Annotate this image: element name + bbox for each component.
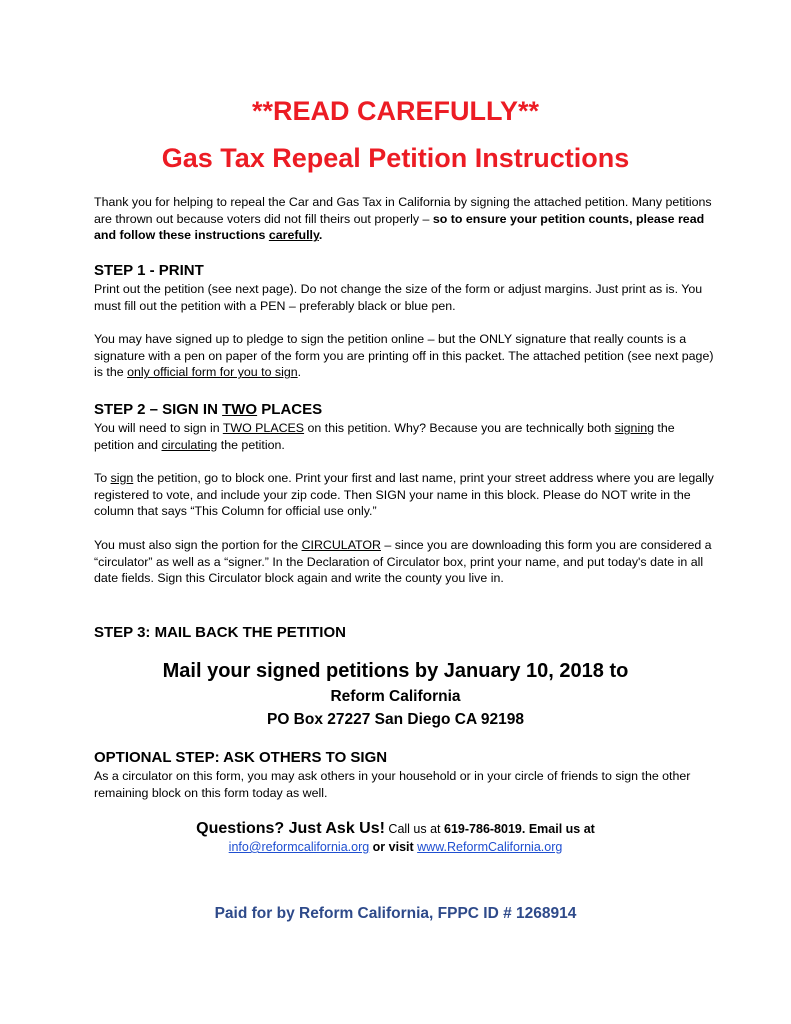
page-title: Gas Tax Repeal Petition Instructions: [161, 143, 630, 173]
step2-paragraph-1: [94, 420, 714, 453]
step2-p3-b: – since you are downloading this form you are considered a “circulator” as well as a “signer.” In the Declaration of Circulator box, print your name, and put today's date in all date fields. Sign this Circulator block again and write the county you live in.: [94, 538, 712, 586]
step2-p1-signing: signing: [614, 421, 654, 435]
step2-p3-a: You must also sign the portion for the: [94, 538, 302, 552]
mail-deadline: Mail your signed petitions by January 10, 2018 to: [162, 660, 629, 682]
step1-heading: STEP 1 - PRINT: [94, 262, 204, 279]
paid-for-disclaimer: Paid for by Reform California, FPPC ID # 1268914: [214, 905, 577, 922]
intro-end: .: [318, 228, 323, 243]
step1-paragraph-1: Print out the petition (see next page). Do not change the size of the form or adjust margins. Just print as is. You must fill out the petition with a PEN – preferably black or blue pen.: [94, 282, 703, 313]
contact-line: [0, 820, 791, 838]
step2-p1-d: the petition.: [217, 437, 285, 452]
optional-step-paragraph: As a circulator on this form, you may ask others in your household or in your circle of friends to sign the other remaining block on this form today as well.: [94, 769, 691, 800]
step1-p2-end: .: [297, 365, 302, 380]
step1-p2-text: You may have signed up to pledge to sign the petition online – but the ONLY signature that really counts is a signature with a pen on paper of the form you are printing off in this packet. The attached petition (see next page) is the: [94, 332, 714, 380]
step2-heading: [94, 401, 322, 418]
read-carefully-heading: **READ CAREFULLY**: [251, 96, 540, 126]
email-link[interactable]: info@reformcalifornia.org: [228, 840, 370, 854]
step2-p1-a: You will need to sign in: [94, 421, 223, 435]
step2-p1-two-places: TWO PLACES: [222, 421, 305, 435]
step2-p1-b: on this petition. Why? Because you are technically both: [304, 421, 615, 435]
email-label: Email us at: [525, 822, 595, 836]
step2-p1-c: the petition and: [94, 421, 675, 452]
step1-paragraph-2: [94, 331, 714, 381]
questions-heading: Questions? Just Ask Us!: [196, 820, 385, 837]
step2-p3-circulator: CIRCULATOR: [301, 538, 381, 552]
intro-bold-text: so to ensure your petition counts, please read and follow these instructions: [94, 211, 705, 243]
website-link[interactable]: www.ReformCalifornia.org: [417, 840, 563, 854]
mail-address: PO Box 27227 San Diego CA 92198: [266, 711, 524, 728]
optional-step-heading: OPTIONAL STEP: ASK OTHERS TO SIGN: [94, 749, 388, 766]
step1-p2-underline: only official form for you to sign: [127, 365, 298, 380]
step2-paragraph-2: [94, 470, 714, 520]
step2-heading-a: STEP 2 – SIGN IN: [94, 401, 223, 418]
intro-paragraph: [94, 194, 714, 244]
intro-carefully: carefully: [268, 228, 319, 243]
step2-paragraph-3: [94, 537, 714, 587]
mail-recipient: Reform California: [330, 688, 461, 705]
step2-heading-b: PLACES: [257, 401, 323, 418]
or-visit-label: or visit: [369, 840, 418, 854]
phone-number: 619-786-8019.: [444, 822, 526, 836]
step2-p1-circulating: circulating: [161, 437, 218, 452]
step3-heading: STEP 3: MAIL BACK THE PETITION: [94, 624, 346, 641]
intro-text: Thank you for helping to repeal the Car and Gas Tax in California by signing the attached petition. Many petitions are thrown out because voters did not fill theirs out properly –: [94, 195, 712, 226]
step2-p2-sign: sign: [110, 471, 134, 485]
step2-p2-b: the petition, go to block one. Print your first and last name, print your street address where you are legally registered to vote, and include your zip code. Then SIGN your name in this block. Please do NOT write in the column that says “This Column for official use only.”: [94, 471, 714, 519]
step2-p2-a: To: [94, 471, 111, 485]
call-label: Call us at: [384, 822, 445, 836]
step2-heading-two: TWO: [222, 401, 258, 418]
contact-links: [0, 840, 791, 854]
